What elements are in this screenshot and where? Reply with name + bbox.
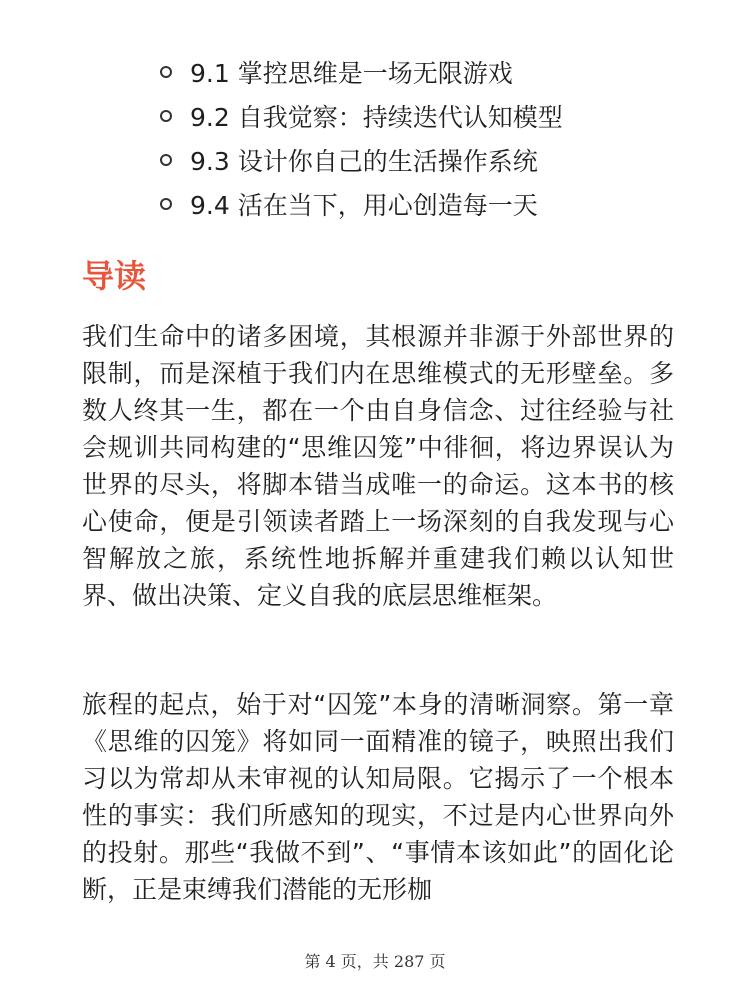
body-paragraph: 我们生命中的诸多困境，其根源并非源于外部世界的限制，而是深植于我们内在思维模式的无形壁垒。多数人终其一生，都在一个由自身信念、过往经验与社会规训共同构建的“思维囚笼”中徘徊，将边界误认为世界的尽头，将脚本错当成唯一的命运。这本书的核心使命，便是引领读者踏上一场深刻的自我发现与心智解放之旅，系统性地拆解并重建我们赖以认知世界、做出决策、定义自我的底层思维框架。 <box>82 322 674 610</box>
hollow-circle-bullet-icon <box>160 110 172 122</box>
hollow-circle-bullet-icon <box>160 154 172 166</box>
section-heading: 导读 <box>82 257 147 295</box>
table-of-contents <box>0 52 750 228</box>
hollow-circle-bullet-icon <box>160 66 172 78</box>
toc-item-label: 9.4 活在当下，用心创造每一天 <box>190 191 538 220</box>
body-paragraph: 旅程的起点，始于对“囚笼”本身的清晰洞察。第一章《思维的囚笼》将如同一面精准的镜子，映照出我们习以为常却从未审视的认知局限。它揭示了一个根本性的事实：我们所感知的现实，不过是内心世界向外的投射。那些“我做不到”、“事情本该如此”的固化论断，正是束缚我们潜能的无形枷 <box>82 690 674 904</box>
toc-item-label: 9.1 掌控思维是一场无限游戏 <box>190 59 513 88</box>
page-number-footer: 第 4 页，共 287 页 <box>304 952 446 971</box>
hollow-circle-bullet-icon <box>160 198 172 210</box>
toc-item[interactable] <box>0 184 750 228</box>
toc-item[interactable] <box>0 96 750 140</box>
toc-item-label: 9.3 设计你自己的生活操作系统 <box>190 147 538 176</box>
toc-item-label: 9.2 自我觉察：持续迭代认知模型 <box>190 103 563 132</box>
toc-item[interactable] <box>0 140 750 184</box>
toc-item[interactable] <box>0 52 750 96</box>
